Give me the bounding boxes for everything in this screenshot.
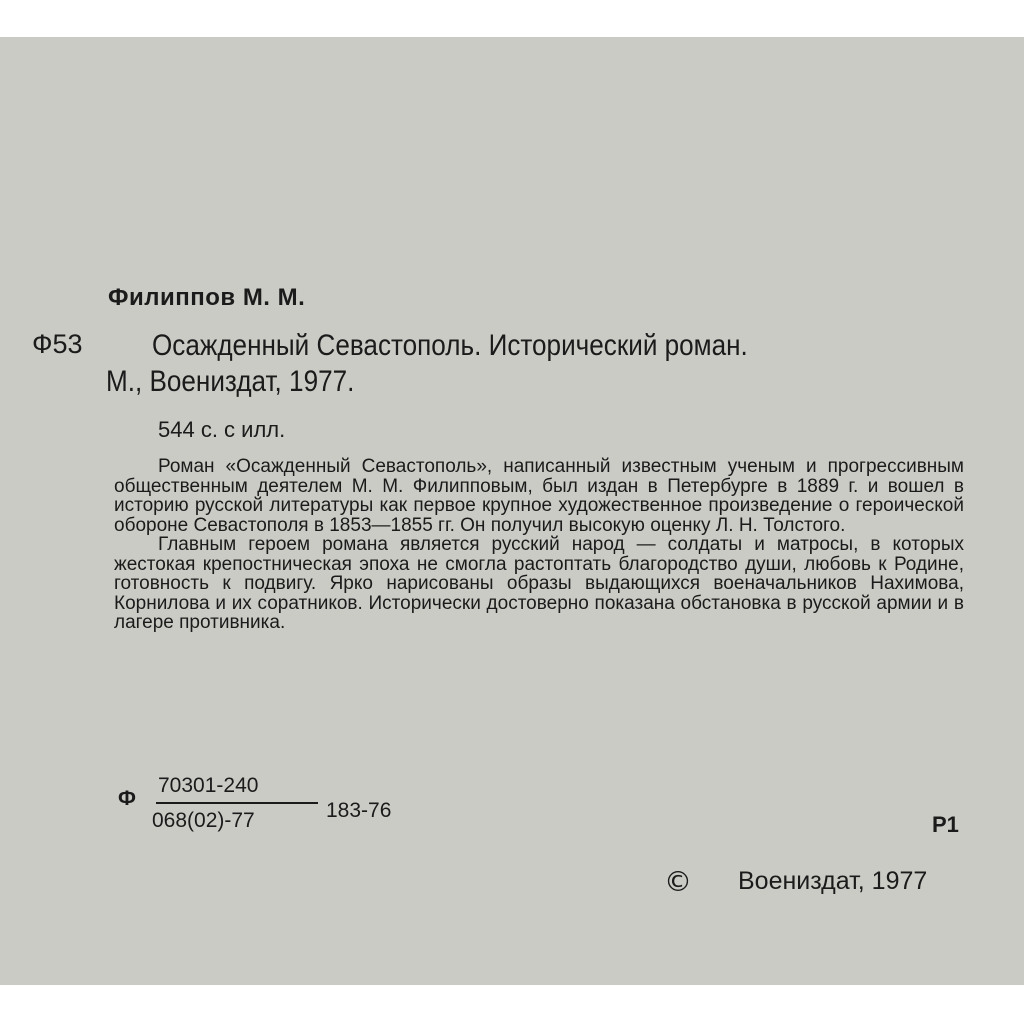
title-verso-page xyxy=(0,37,1024,985)
copyright-text: Воениздат, 1977 xyxy=(738,867,928,895)
page-count: 544 с. с илл. xyxy=(158,417,286,442)
annotation-paragraph: Главным героем романа является русский народ — солдаты и матросы, в которых жестокая крепостническая эпоха не смогла растоптать благородство души, любовь к Родине, готовность к подвигу. Ярко нарисованы образы выдающихся военачальников Нахимова, Корнилова и их соратников. Исторически достоверно показана обстановка в русской армии и в лагере противника. xyxy=(114,534,964,633)
copyright-icon: © xyxy=(664,865,692,898)
classification-letter: Ф xyxy=(118,787,136,810)
fraction-line xyxy=(156,802,318,804)
classification-denominator: 068(02)-77 xyxy=(152,809,255,832)
annotation-paragraph: Роман «Осажденный Севастополь», написанный известным ученым и прогрессивным общественным деятелем М. М. Филипповым, был издан в Петербурге в 1889 г. и вошел в историю русской литературы как первое крупное художественное произведение о героической обороне Севастополя в 1853—1855 гг. Он получил высокую оценку Л. Н. Толстого. xyxy=(114,456,964,536)
publication-imprint: М., Воениздат, 1977. xyxy=(106,365,355,398)
classification-right-code: 183-76 xyxy=(326,799,392,822)
book-title: Осажденный Севастополь. Исторический роман. xyxy=(152,329,748,362)
classification-numerator: 70301-240 xyxy=(158,774,259,797)
annotation xyxy=(114,457,964,633)
bbk-code: Р1 xyxy=(932,812,959,837)
catalog-index: Ф53 xyxy=(32,329,83,359)
author-name: Филиппов М. М. xyxy=(108,284,306,311)
